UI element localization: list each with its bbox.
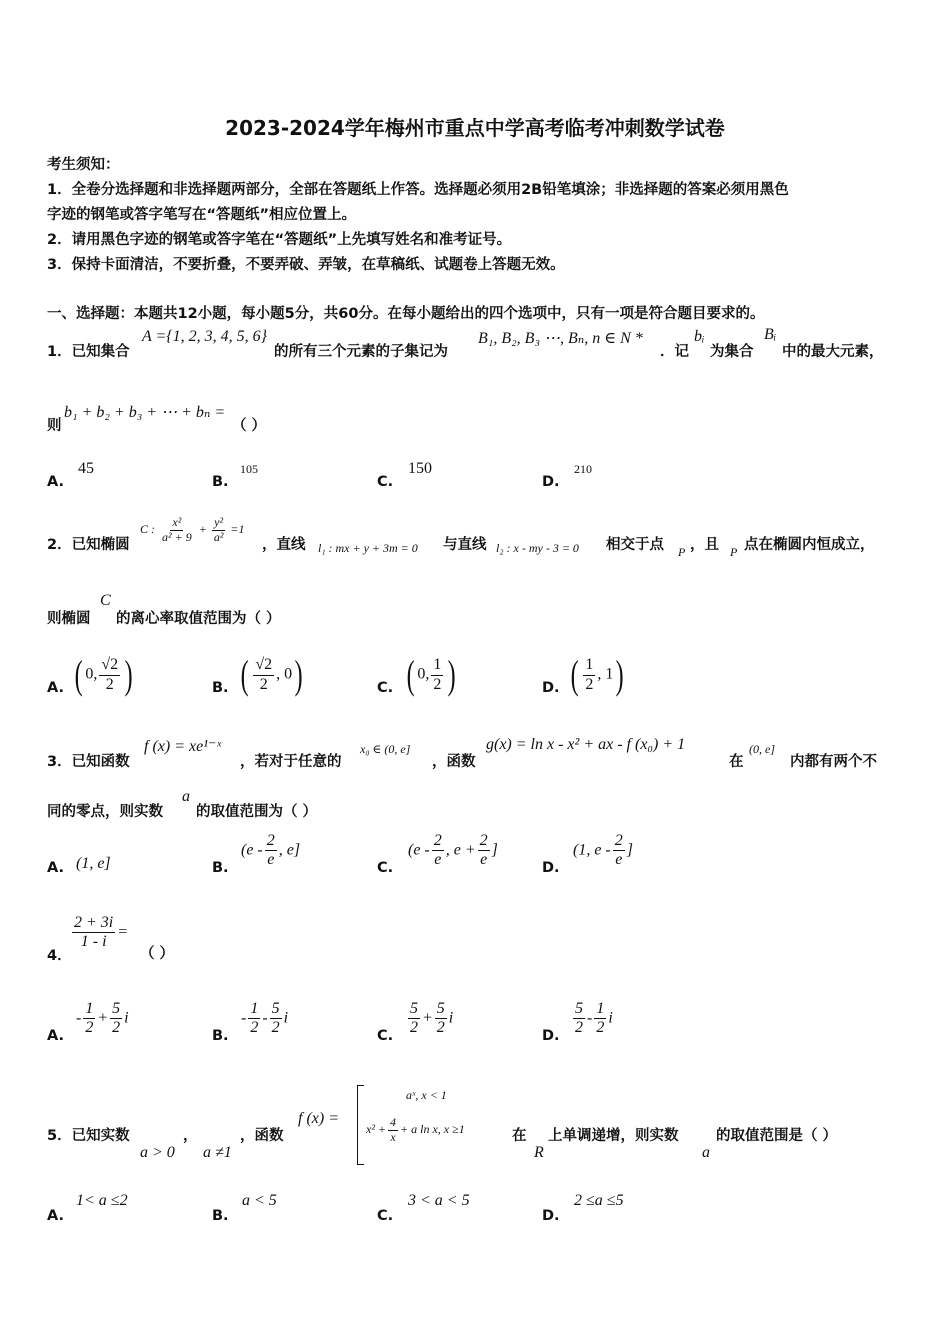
q4-option-d-d1: 2 (575, 1019, 583, 1037)
q1-option-d-value[interactable]: 210 (574, 462, 592, 476)
q3-option-d-den: e (615, 851, 623, 869)
q5-text-4: 上单调递增，则实数 (548, 1128, 679, 1144)
q2-option-b-label[interactable]: B. (212, 680, 229, 696)
q2-text-5: ，且 (690, 537, 719, 553)
q2-option-d-rparen: ) (615, 652, 624, 697)
q1-text-6: 则 (47, 418, 62, 434)
q2-option-a-den: 2 (105, 675, 114, 693)
q5-case-1: aˣ, x < 1 (406, 1088, 447, 1102)
q2-option-a-label[interactable]: A. (47, 680, 64, 696)
q2-line-l2: l₂ : x - my - 3 = 0 (496, 541, 579, 555)
q2-ellipse-num-2: y² (214, 515, 224, 529)
q2-option-b-rparen: ) (294, 652, 303, 697)
q4-option-c-frac-2 (435, 1000, 447, 1038)
q3-option-c-post: ] (491, 841, 498, 859)
q2-option-c-rparen: ) (447, 652, 456, 697)
q4-option-c-d2: 2 (436, 1019, 445, 1037)
q2-option-c-den: 2 (433, 675, 442, 693)
q2-option-d-num: 1 (583, 656, 595, 675)
q3-option-b-den: e (267, 851, 275, 869)
q1-set-A: A ={1, 2, 3, 4, 5, 6} (142, 328, 268, 345)
q5-case-2-den: x (390, 1129, 396, 1144)
q5-a-gt-0: a > 0 (140, 1144, 175, 1161)
q4-option-a-d2: 2 (112, 1019, 121, 1037)
q3-option-c-num-1: 2 (432, 832, 444, 851)
q5-text-5: 的取值范围是（ ） (716, 1128, 838, 1144)
q4-option-c-n1: 5 (408, 1000, 420, 1019)
q5-option-d-label[interactable]: D. (542, 1208, 560, 1224)
q2-option-b-frac (253, 656, 274, 694)
q2-ellipse-plus: + (198, 522, 207, 537)
q2-text-3: 与直线 (443, 537, 487, 553)
q4-option-b-op: - (262, 1009, 268, 1027)
q3-option-d-post: ] (626, 841, 633, 859)
q4-option-a-n1: 1 (83, 1000, 95, 1019)
q4-option-a-op: + (97, 1009, 109, 1027)
q5-a-ne-1: a ≠1 (203, 1144, 232, 1161)
q1-answer-paren: （ ） (232, 418, 267, 434)
page-title: 2023-2024学年梅州市重点中学高考临考冲刺数学试卷 (225, 116, 725, 140)
q3-option-b-frac (265, 832, 277, 870)
q5-f: f (x) = (298, 1110, 339, 1127)
q4-option-d-value[interactable] (571, 1000, 613, 1038)
q2-option-c-label[interactable]: C. (377, 680, 394, 696)
q2-option-a-num: √2 (99, 656, 120, 675)
q3-text-3: ，函数 (432, 754, 476, 770)
q5-text-1: 5．已知实数 (47, 1128, 130, 1144)
q1-sum: b₁ + b₂ + b₃ + ⋯ + bₙ = (64, 404, 226, 421)
q4-option-d-tail: i (608, 1009, 613, 1027)
q3-option-d-num: 2 (613, 832, 625, 851)
q2-option-d-label[interactable]: D. (542, 680, 560, 696)
q4-option-b-frac-1 (248, 1000, 260, 1038)
q2-point-P-2: P (730, 545, 738, 559)
q2-ellipse-frac-2 (212, 516, 226, 545)
q4-option-a-value[interactable] (76, 1000, 129, 1038)
q4-option-a-sign: - (76, 1009, 82, 1027)
q3-option-c-den-2: e (480, 851, 488, 869)
q3-option-b-pre: (e - (241, 841, 263, 859)
q2-text-1: 2．已知椭圆 (47, 537, 130, 553)
q5-case-2-frac (388, 1116, 398, 1145)
q5-option-c-value[interactable]: 3 < a < 5 (408, 1192, 470, 1209)
q1-text-1: 1．已知集合 (47, 344, 130, 360)
q2-option-b-post: , 0 (276, 665, 293, 683)
q4-option-d-d2: 2 (596, 1019, 605, 1037)
q1-option-b-value[interactable]: 105 (240, 462, 258, 476)
q3-option-b-post: , e] (278, 841, 301, 859)
q3-text-7: 的取值范围为（ ） (196, 804, 318, 820)
q4-option-c-n2: 5 (435, 1000, 447, 1019)
q3-text-2: ，若对于任意的 (240, 754, 342, 770)
q4-answer-paren: （ ） (140, 946, 175, 962)
q4-option-d-n1: 5 (573, 1000, 585, 1019)
q1-option-c-label[interactable]: C. (377, 474, 394, 490)
q1-option-b-label[interactable]: B. (212, 474, 229, 490)
notice-item-2: 2．请用黑色字迹的钢笔或答字笔在“答题纸”上先填写姓名和准考证号。 (47, 232, 512, 248)
q2-ellipse-den-2: a² (213, 529, 224, 544)
q3-option-c-num-2: 2 (478, 832, 490, 851)
q2-option-b-value[interactable] (238, 652, 305, 697)
q1-option-c-value[interactable]: 150 (408, 460, 432, 477)
q2-text-6: 点在椭圆内恒成立， (744, 537, 875, 553)
q1-option-a-label[interactable]: A. (47, 474, 64, 490)
q2-option-b-num: √2 (253, 656, 274, 675)
q3-option-d-frac (613, 832, 625, 870)
q2-option-a-value[interactable] (72, 652, 135, 697)
q2-C: C (100, 592, 111, 609)
q2-ellipse (140, 516, 245, 545)
q2-text-7: 则椭圆 (47, 611, 91, 627)
q1-text-3: ．记 (660, 344, 689, 360)
q1-text-5: 中的最大元素， (782, 344, 884, 360)
q5-option-d-value[interactable]: 2 ≤a ≤5 (574, 1192, 624, 1209)
q1-text-2: 的所有三个元素的子集记为 (274, 344, 448, 360)
q4-frac (72, 914, 115, 952)
q2-text-4: 相交于点 (606, 537, 664, 553)
notice-item-1-line-1: 1．全卷分选择题和非选择题两部分，全部在答题纸上作答。选择题必须用2B铅笔填涂；非选择题的答案必须用黑色 (47, 182, 789, 198)
q3-g: g(x) = ln x - x² + ax - f (x₀) + 1 (486, 736, 686, 753)
q2-option-c-value[interactable] (404, 652, 459, 697)
q3-option-c-pre: (e - (408, 841, 430, 859)
q4-label: 4． (47, 948, 72, 964)
q2-option-a-pre: 0, (85, 665, 98, 683)
q3-option-c-value[interactable] (408, 832, 498, 870)
q3-option-c-frac-2 (478, 832, 490, 870)
q2-option-a-lparen: ( (74, 652, 83, 697)
q4-eq: = (117, 923, 129, 941)
q1-option-d-label[interactable]: D. (542, 474, 560, 490)
q3-option-b-label[interactable]: B. (212, 860, 229, 876)
q4-den: 1 - i (80, 933, 107, 951)
q2-option-d-den: 2 (585, 675, 594, 693)
q3-x0: x₀ ∈ (0, e] (360, 742, 411, 756)
q4-option-a-frac-1 (83, 1000, 95, 1038)
q5-option-b-label[interactable]: B. (212, 1208, 229, 1224)
q2-ellipse-num-1: x² (172, 515, 182, 529)
q2-option-d-value[interactable] (568, 652, 627, 697)
q4-option-b-d2: 2 (271, 1019, 280, 1037)
q4-option-b-tail: i (283, 1009, 289, 1027)
q4-num: 2 + 3i (72, 914, 115, 933)
q4-option-b-d1: 2 (250, 1019, 259, 1037)
q2-option-d-post: , 1 (597, 665, 614, 683)
q2-option-c-frac (431, 656, 443, 694)
q4-option-c-label[interactable]: C. (377, 1028, 394, 1044)
q3-option-c-frac-1 (432, 832, 444, 870)
q5-option-c-label[interactable]: C. (377, 1208, 394, 1224)
q2-option-a-frac (99, 656, 120, 694)
q5-R: R (534, 1144, 544, 1161)
q4-option-c-frac-1 (408, 1000, 420, 1038)
notice-heading: 考生须知： (47, 157, 120, 173)
q3-option-d-pre: (1, e - (573, 841, 611, 859)
q4-option-c-tail: i (448, 1009, 454, 1027)
q5-comma: ， (183, 1128, 198, 1144)
q4-option-b-n2: 5 (270, 1000, 282, 1019)
q4-option-b-n1: 1 (248, 1000, 260, 1019)
q3-option-d-label[interactable]: D. (542, 860, 560, 876)
q3-option-a-value[interactable]: (1, e] (76, 855, 111, 872)
q3-option-b-value[interactable] (241, 832, 300, 870)
notice-item-3: 3．保持卡面清洁，不要折叠，不要弄破、弄皱，在草稿纸、试题卷上答题无效。 (47, 257, 565, 273)
q5-case-2-num: 4 (390, 1115, 397, 1129)
q4-option-d-op: - (587, 1009, 593, 1027)
q4-option-a-frac-2 (110, 1000, 122, 1038)
q5-text-2: ，函数 (240, 1128, 284, 1144)
q4-option-a-n2: 5 (110, 1000, 122, 1019)
q3-text-5: 内都有两个不 (790, 754, 877, 770)
q3-f: f (x) = xe¹⁻ˣ (144, 738, 221, 755)
q4-option-c-op: + (422, 1009, 433, 1027)
q2-option-b-den: 2 (259, 675, 268, 693)
q1-option-a-value[interactable]: 45 (78, 460, 94, 477)
q2-ellipse-den-1: a² + 9 (162, 529, 192, 544)
q2-line-l1: l₁ : mx + y + 3m = 0 (318, 541, 418, 555)
notice-item-1-line-2: 字迹的钢笔或答字笔写在“答题纸”相应位置上。 (47, 207, 357, 223)
q5-option-b-value[interactable]: a < 5 (242, 1192, 277, 1209)
q2-option-d-frac (583, 656, 595, 694)
q4-option-c-d1: 2 (410, 1019, 418, 1037)
q2-option-d-lparen: ( (570, 652, 579, 697)
q4-option-d-n2: 1 (594, 1000, 606, 1019)
q4-option-d-frac-2 (594, 1000, 606, 1038)
q3-option-c-den-1: e (434, 851, 442, 869)
q3-interval: (0, e] (749, 742, 775, 756)
q4-option-a-label[interactable]: A. (47, 1028, 64, 1044)
q3-option-d-value[interactable] (573, 832, 633, 870)
q1-Bi: Bᵢ (764, 326, 777, 343)
q5-option-a-value[interactable]: 1< a ≤2 (76, 1192, 128, 1209)
q2-option-a-rparen: ) (124, 652, 133, 697)
q3-a: a (182, 788, 190, 805)
q2-option-b-lparen: ( (240, 652, 249, 697)
q2-option-c-lparen: ( (406, 652, 415, 697)
section-heading: 一、选择题：本题共12小题，每小题5分，共60分。在每小题给出的四个选项中，只有一项是符合题目要求的。 (47, 306, 765, 322)
q1-text-4: 为集合 (710, 344, 754, 360)
q1-subsets: B₁, B₂, B₃ ⋯, Bₙ, n ∈ N * (478, 330, 643, 347)
q2-ellipse-rhs: =1 (230, 522, 245, 537)
q5-case-2-post: + a ln x, x ≥1 (400, 1122, 465, 1137)
q4-option-b-sign: - (241, 1009, 247, 1027)
q3-option-c-mid: , e + (445, 841, 476, 859)
q4-option-c-value[interactable] (406, 1000, 453, 1038)
q3-text-4: 在 (729, 754, 744, 770)
q4-option-d-frac-1 (573, 1000, 585, 1038)
q5-a: a (702, 1144, 710, 1161)
q4-option-b-label[interactable]: B. (212, 1028, 229, 1044)
q4-option-a-tail: i (124, 1009, 129, 1027)
q3-option-b-num: 2 (265, 832, 277, 851)
q4-option-b-frac-2 (270, 1000, 282, 1038)
q3-option-c-label[interactable]: C. (377, 860, 394, 876)
q4-option-d-label[interactable]: D. (542, 1028, 560, 1044)
q5-case-2 (366, 1116, 465, 1145)
q4-option-b-value[interactable] (241, 1000, 288, 1038)
q2-option-c-pre: 0, (417, 665, 430, 683)
q5-text-3: 在 (512, 1128, 527, 1144)
q2-point-P: P (678, 545, 686, 559)
q4-expression (70, 914, 128, 952)
q5-case-2-pre: x² + (366, 1122, 387, 1137)
q5-option-a-label[interactable]: A. (47, 1208, 64, 1224)
q3-text-6: 同的零点，则实数 (47, 804, 163, 820)
q2-option-c-num: 1 (431, 656, 443, 675)
q1-bi: bᵢ (694, 328, 705, 345)
q3-text-1: 3．已知函数 (47, 754, 130, 770)
q3-option-a-label[interactable]: A. (47, 860, 64, 876)
q5-piecewise-brace (357, 1085, 364, 1165)
q4-option-a-d1: 2 (85, 1019, 94, 1037)
q2-text-8: 的离心率取值范围为（ ） (116, 611, 281, 627)
q2-ellipse-prefix: C : (140, 522, 155, 537)
q2-ellipse-frac-1 (160, 516, 194, 545)
q2-text-2: ，直线 (262, 537, 306, 553)
